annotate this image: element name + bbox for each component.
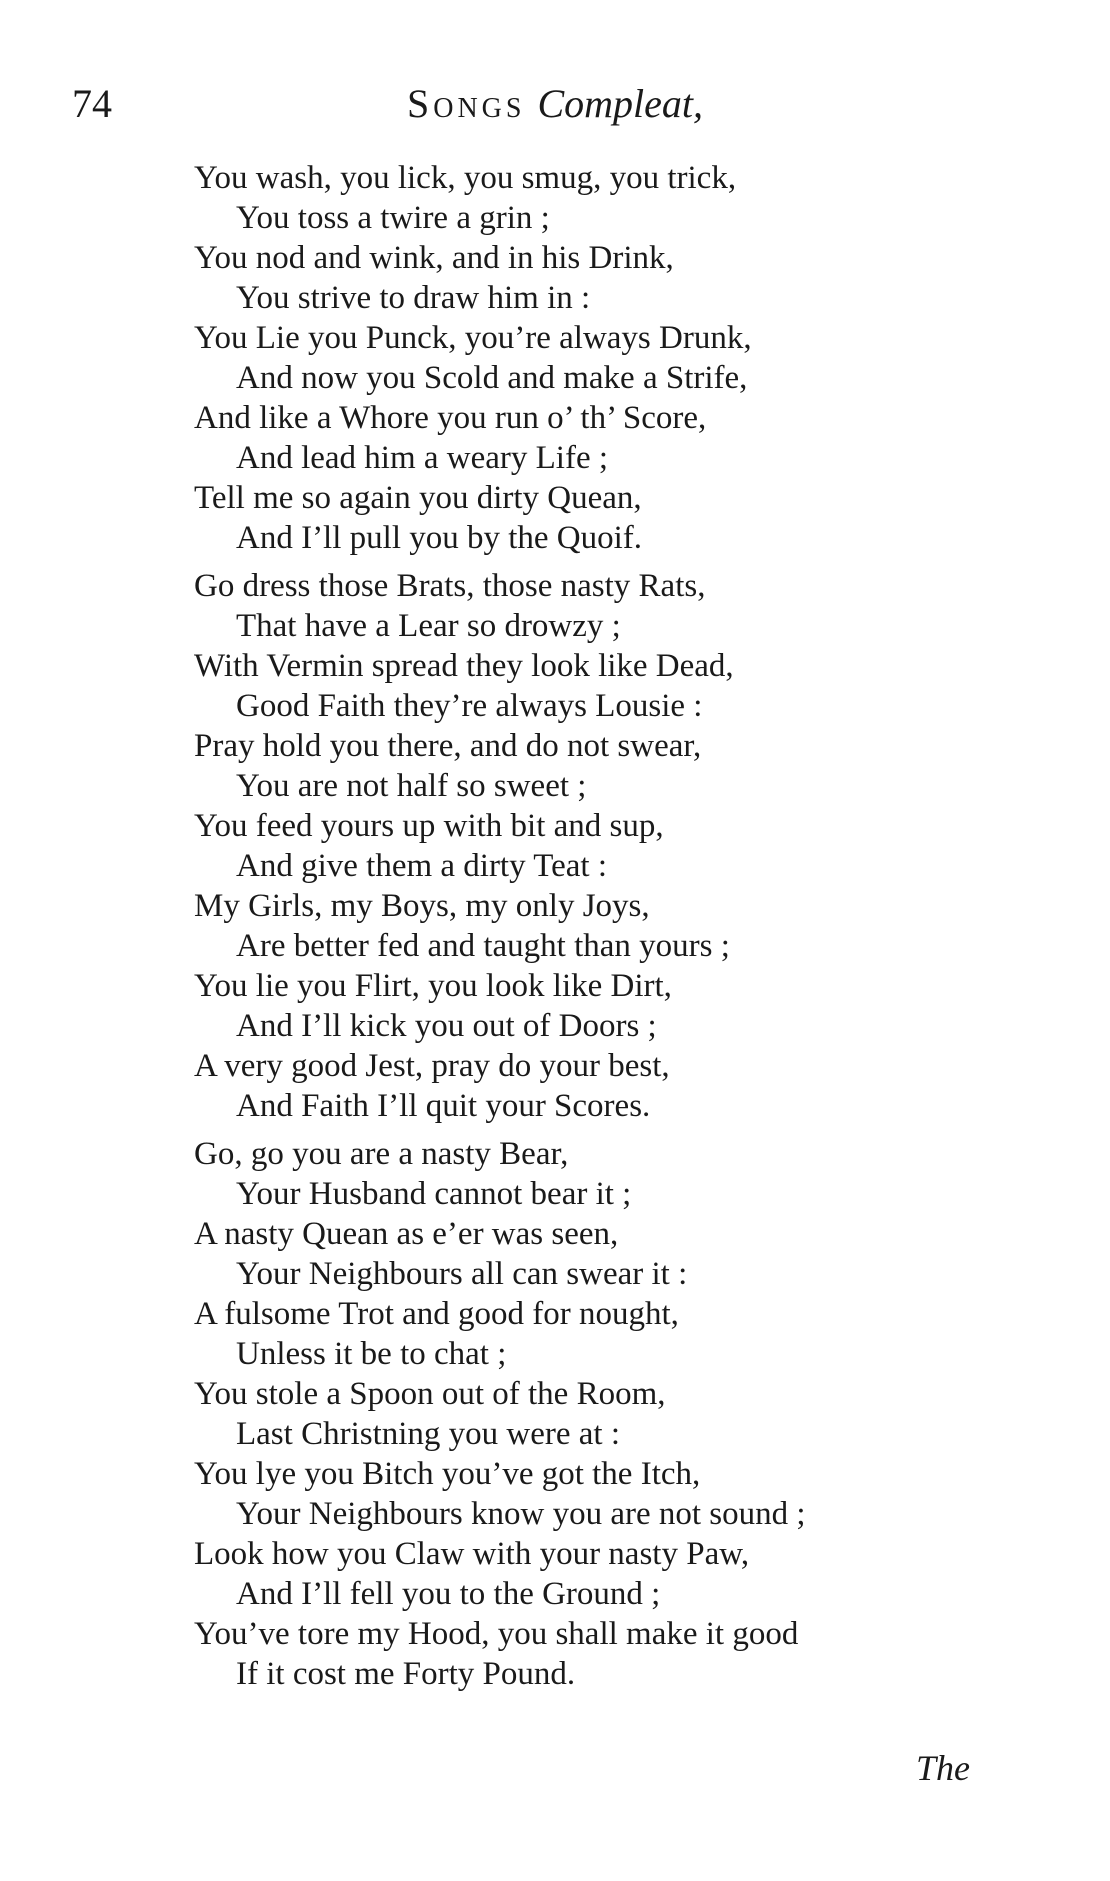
verse-line: And I’ll fell you to the Ground ;: [236, 1576, 661, 1612]
verse-line: A fulsome Trot and good for nought,: [194, 1296, 679, 1332]
verse-line: And Faith I’ll quit your Scores.: [236, 1088, 651, 1124]
verse-line: With Vermin spread they look like Dead,: [194, 648, 734, 684]
verse-line: Your Neighbours all can swear it :: [236, 1256, 688, 1292]
running-head-compleat: Compleat,: [537, 81, 704, 126]
verse-line: You stole a Spoon out of the Room,: [194, 1376, 666, 1412]
verse-line: You wash, you lick, you smug, you trick,: [194, 160, 737, 196]
verse-line: Unless it be to chat ;: [236, 1336, 507, 1372]
verse-line: You nod and wink, and in his Drink,: [194, 240, 674, 276]
catchword: The: [916, 1748, 970, 1788]
verse-line: A very good Jest, pray do your best,: [194, 1048, 670, 1084]
stanza-1: [194, 158, 1054, 558]
verse-line: Look how you Claw with your nasty Paw,: [194, 1536, 750, 1572]
running-head: [0, 81, 1110, 126]
verse-line: My Girls, my Boys, my only Joys,: [194, 888, 650, 924]
verse-line: Last Christning you were at :: [236, 1416, 621, 1452]
verse-line: Go dress those Brats, those nasty Rats,: [194, 568, 706, 604]
verse-line: You Lie you Punck, you’re always Drunk,: [194, 320, 752, 356]
verse-line: And like a Whore you run o’ th’ Score,: [194, 400, 707, 436]
verse-line: You strive to draw him in :: [236, 280, 591, 316]
poem: [194, 158, 1054, 1694]
verse-line: You are not half so sweet ;: [236, 768, 587, 804]
verse-line: You toss a twire a grin ;: [236, 200, 550, 236]
verse-line: A nasty Quean as e’er was seen,: [194, 1216, 619, 1252]
verse-line: And I’ll kick you out of Doors ;: [236, 1008, 657, 1044]
verse-line: Are better fed and taught than yours ;: [236, 928, 730, 964]
stanza-2: [194, 566, 1054, 1126]
verse-line: That have a Lear so drowzy ;: [236, 608, 621, 644]
verse-line: Your Neighbours know you are not sound ;: [236, 1496, 806, 1532]
verse-line: And now you Scold and make a Strife,: [236, 360, 748, 396]
verse-line: Go, go you are a nasty Bear,: [194, 1136, 569, 1172]
verse-line: You’ve tore my Hood, you shall make it good: [194, 1616, 799, 1652]
verse-line: And I’ll pull you by the Quoif.: [236, 520, 643, 556]
verse-line: Your Husband cannot bear it ;: [236, 1176, 632, 1212]
verse-line: You feed yours up with bit and sup,: [194, 808, 664, 844]
page-number: 74: [72, 81, 112, 126]
stanza-3: [194, 1134, 1054, 1694]
verse-line: If it cost me Forty Pound.: [236, 1656, 576, 1692]
running-head-songs: Songs: [406, 81, 526, 126]
verse-line: And give them a dirty Teat :: [236, 848, 607, 884]
verse-line: You lie you Flirt, you look like Dirt,: [194, 968, 672, 1004]
verse-line: You lye you Bitch you’ve got the Itch,: [194, 1456, 701, 1492]
verse-line: Pray hold you there, and do not swear,: [194, 728, 702, 764]
verse-line: And lead him a weary Life ;: [236, 440, 609, 476]
verse-line: Good Faith they’re always Lousie :: [236, 688, 703, 724]
verse-line: Tell me so again you dirty Quean,: [194, 480, 642, 516]
